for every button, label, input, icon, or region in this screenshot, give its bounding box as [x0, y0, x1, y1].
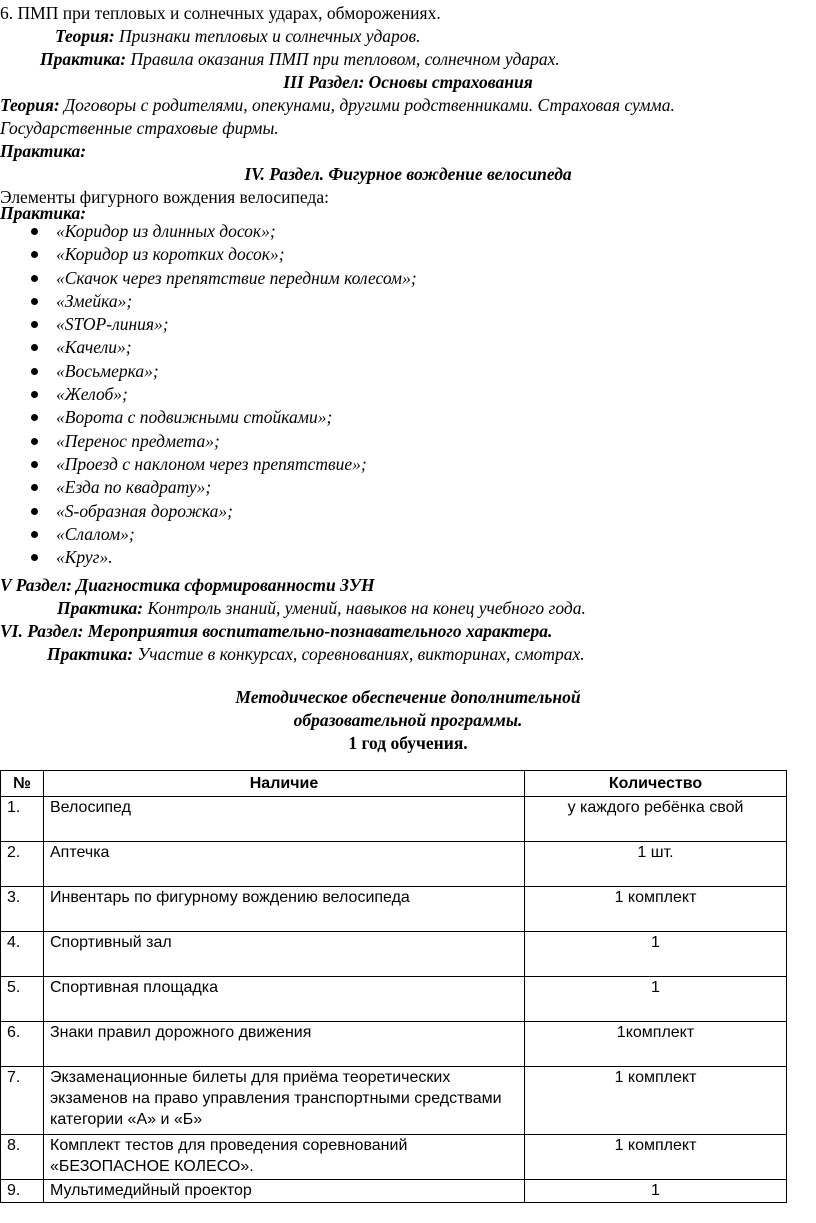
list-item-text: «Качели»; — [56, 337, 132, 358]
table-row — [1, 842, 787, 887]
row-number-cell: 2. — [1, 842, 44, 887]
list-item-text: «Езда по квадрату»; — [56, 477, 212, 498]
table-row — [1, 1180, 787, 1203]
section-4-practice-label: Практика: — [0, 203, 87, 223]
row-quantity-cell: 1 — [525, 1180, 787, 1203]
practice-label: Практика: — [47, 644, 134, 664]
bullet-icon — [31, 531, 38, 538]
section-3-practice-label: Практика: — [0, 141, 87, 161]
list-item-text: «Желоб»; — [56, 384, 128, 405]
list-item-text: «Восьмерка»; — [56, 360, 159, 381]
table-row — [1, 1067, 787, 1135]
methods-title-line-1: Методическое обеспечение дополнительной — [235, 687, 581, 707]
bullet-icon — [31, 461, 38, 468]
methods-title-line-2: образовательной программы. — [293, 710, 523, 730]
practice-label: Практика: — [57, 598, 144, 618]
practice-text: Контроль знаний, умений, навыков на конец учебного года. — [143, 598, 586, 618]
resources-table — [0, 770, 787, 1203]
table-row — [1, 1022, 787, 1067]
row-name-cell: Спортивная площадка — [44, 977, 525, 1022]
row-name-cell: Мультимедийный проектор — [44, 1180, 525, 1203]
row-quantity-cell: 1комплект — [525, 1022, 787, 1067]
row-quantity-cell: у каждого ребёнка свой — [525, 797, 787, 842]
bullet-icon — [31, 251, 38, 258]
bullet-icon — [31, 344, 38, 351]
row-number-cell: 3. — [1, 887, 44, 932]
section-5-title: V Раздел: Диагностика сформированности ЗУН — [0, 575, 375, 595]
row-number-cell: 6. — [1, 1022, 44, 1067]
row-quantity-cell: 1 комплект — [525, 1067, 787, 1135]
bullet-icon — [31, 368, 38, 375]
row-number-cell: 1. — [1, 797, 44, 842]
header-availability: Наличие — [44, 771, 525, 797]
bullet-icon — [31, 414, 38, 421]
table-row — [1, 1135, 787, 1180]
table-header-row — [1, 771, 787, 797]
list-item-text: «Коридор из длинных досок»; — [56, 221, 276, 241]
theory-label: Теория: — [0, 95, 60, 115]
row-number-cell: 5. — [1, 977, 44, 1022]
row-name-cell: Инвентарь по фигурному вождению велосипеда — [44, 887, 525, 932]
section-3-title: III Раздел: Основы страхования — [283, 72, 533, 92]
row-quantity-cell: 1 комплект — [525, 887, 787, 932]
intro-practice-line — [40, 48, 560, 71]
list-item-text: «STOP-линия»; — [56, 314, 169, 335]
list-item-text: «Коридор из коротких досок»; — [56, 244, 285, 265]
theory-text: Признаки тепловых и солнечных ударов. — [114, 26, 421, 46]
list-item-text: «Ворота с подвижными стойками»; — [56, 407, 333, 428]
row-name-cell: Комплект тестов для проведения соревнований «БЕЗОПАСНОЕ КОЛЕСО». — [44, 1135, 525, 1180]
row-number-cell: 9. — [1, 1180, 44, 1203]
row-number-cell: 7. — [1, 1067, 44, 1135]
table-row — [1, 887, 787, 932]
methods-title-line-3: 1 год обучения. — [348, 733, 468, 753]
header-quantity: Количество — [525, 771, 787, 797]
practice-text: Правила оказания ПМП при тепловом, солнечном ударах. — [126, 49, 560, 69]
row-quantity-cell: 1 — [525, 977, 787, 1022]
table-row — [1, 797, 787, 842]
row-quantity-cell: 1 шт. — [525, 842, 787, 887]
section-3-theory-line — [0, 94, 675, 117]
list-item-text: «Слалом»; — [56, 523, 135, 544]
bullet-icon — [31, 298, 38, 305]
bullet-icon — [31, 275, 38, 282]
row-name-cell: Велосипед — [44, 797, 525, 842]
row-quantity-cell: 1 комплект — [525, 1135, 787, 1180]
theory-label: Теория: — [55, 26, 115, 46]
list-item-text: «Проезд с наклоном через препятствие»; — [56, 453, 367, 474]
section-4-title: IV. Раздел. Фигурное вождение велосипеда — [244, 164, 572, 184]
row-quantity-cell: 1 — [525, 932, 787, 977]
bullet-icon — [31, 228, 38, 235]
bullet-icon — [31, 554, 38, 561]
section-5-practice-line — [57, 597, 586, 620]
practice-label: Практика: — [40, 49, 127, 69]
practice-text: Участие в конкурсах, соревнованиях, викторинах, смотрах. — [133, 644, 585, 664]
bullet-icon — [31, 321, 38, 328]
intro-theory-line — [55, 25, 421, 48]
list-item-text: «Скачок через препятствие передним колесом»; — [56, 267, 417, 288]
table-row — [1, 932, 787, 977]
row-number-cell: 8. — [1, 1135, 44, 1180]
list-item-text: «Змейка»; — [56, 290, 133, 311]
row-number-cell: 4. — [1, 932, 44, 977]
theory-text: Договоры с родителями, опекунами, другими родственниками. Страховая сумма. — [59, 95, 675, 115]
table-row — [1, 977, 787, 1022]
bullet-icon — [31, 438, 38, 445]
section-4-elements-text: Элементы фигурного вождения велосипеда: — [0, 187, 329, 207]
bullet-icon — [31, 391, 38, 398]
row-name-cell: Аптечка — [44, 842, 525, 887]
section-3-theory-line-2: Государственные страховые фирмы. — [0, 118, 279, 138]
row-name-cell: Спортивный зал — [44, 932, 525, 977]
header-number: № — [1, 771, 44, 797]
list-item-text: «Круг». — [56, 547, 113, 568]
list-item-text: «S-образная дорожка»; — [56, 500, 233, 521]
bullet-icon — [31, 484, 38, 491]
bullet-icon — [31, 508, 38, 515]
section-6-title: VI. Раздел: Мероприятия воспитательно-познавательного характера. — [0, 621, 553, 641]
item-6-heading: 6. ПМП при тепловых и солнечных ударах, обморожениях. — [0, 3, 441, 23]
row-name-cell: Экзаменационные билеты для приёма теоретических экзаменов на право управления транспортными средствами категории «А» и «Б» — [44, 1067, 525, 1135]
section-6-practice-line — [47, 643, 585, 666]
row-name-cell: Знаки правил дорожного движения — [44, 1022, 525, 1067]
list-item-text: «Перенос предмета»; — [56, 430, 220, 451]
